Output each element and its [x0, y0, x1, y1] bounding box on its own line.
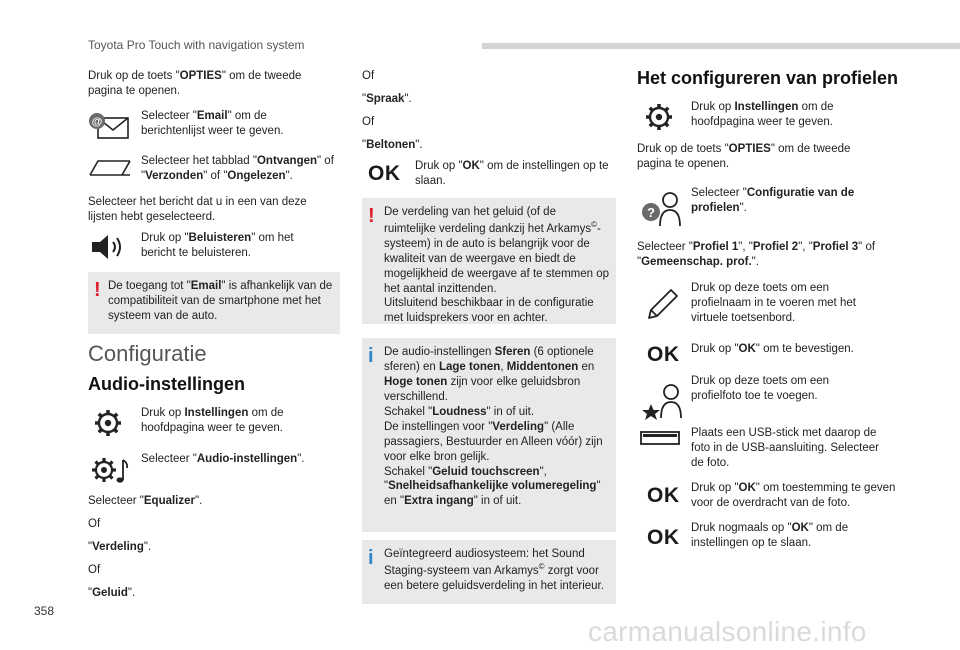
- watermark: carmanualsonline.info: [588, 616, 867, 647]
- profile-config-step: Selecteer "Configuratie van de profielen".: [691, 187, 855, 214]
- email-step: Selecteer "Email" om de berichtenlijst weer te geven.: [141, 110, 284, 137]
- listen-step: Druk op "Beluisteren" om het bericht te beluisteren.: [141, 232, 294, 259]
- or-text-1: Of: [88, 518, 101, 530]
- warning-icon: !: [94, 279, 101, 301]
- info-icon: i: [368, 547, 374, 569]
- tab-step: Selecteer het tabblad "Ontvangen" of "Verzonden" of "Ongelezen".: [141, 155, 334, 182]
- usb-step: Plaats een USB-stick met daarop de foto in de USB-aansluiting. Selecteer de foto.: [691, 427, 879, 469]
- or-text-4: Of: [362, 116, 375, 128]
- equalizer-step: Selecteer "Equalizer".: [88, 495, 203, 507]
- sound-staging-info-note: i Geïntegreerd audiosysteem: het Sound Staging-systeem van Arkamys© zorgt voor een betere geluidsverdeling in het interieur.: [362, 540, 616, 604]
- audio-settings-info-note: i De audio-instellingen Sferen (6 optionele sferen) en Lage tonen, Middentonen en Hoge tonen zijn voor elke geluidsbron verschillend. Schakel "Loudness" in of uit. De instellingen voor "Verdeling" (Alle passagiers, Bestuurder en Alleen vóór) zijn voor elke bron gelijk. Schakel "Geluid touchscreen", "Snelheidsafhankelijke volumeregeling" en "Extra ingang" in of uit.: [362, 338, 616, 532]
- beltonen-option: "Beltonen".: [362, 139, 423, 151]
- or-text-2: Of: [88, 564, 101, 576]
- ok-confirm-step: Druk op "OK" om te bevestigen.: [691, 343, 854, 355]
- section-title-configuratie: Configuratie: [88, 341, 207, 366]
- ok-save-again-step: Druk nogmaals op "OK" om de instellingen op te slaan.: [691, 522, 849, 549]
- settings-step: Druk op Instellingen om de hoofdpagina weer te geven.: [141, 407, 284, 434]
- verdeling-option: "Verdeling".: [88, 541, 152, 553]
- distribution-warning-note: ! De verdeling van het geluid (of de ruimtelijke verdeling dankzij het Arkamys©-systeem) in de auto is belangrijk voor de kwaliteit van de weergave en biedt de mogelijkheid de weergave af te stemmen op het aantal inzittenden. Uitsluitend beschikbaar in de configuratie met luidsprekers voor en achter.: [362, 198, 616, 324]
- page-header-title: Toyota Pro Touch with navigation system: [88, 38, 305, 52]
- page-number: 358: [34, 604, 55, 618]
- ok-icon: OK: [368, 162, 401, 185]
- ok-transfer-step: Druk op "OK" om toestemming te geven voor de overdracht van de foto.: [691, 482, 896, 509]
- ok-icon: OK: [647, 526, 680, 549]
- ok-icon: OK: [647, 343, 680, 366]
- options-instruction: Druk op de toets "OPTIES" om de tweede pagina te openen.: [88, 70, 302, 97]
- tab-icon: [88, 158, 132, 178]
- email-icon: [88, 112, 130, 140]
- profile-config-icon: [640, 190, 686, 228]
- gear-icon: [645, 103, 673, 131]
- email-compat-note: ! De toegang tot "Email" is afhankelijk van de compatibiliteit van de smartphone met het systeem van de auto.: [88, 272, 340, 334]
- profile-photo-icon: [641, 382, 685, 420]
- section-title-profiles: Het configureren van profielen: [637, 68, 899, 88]
- pencil-icon: [645, 288, 679, 322]
- svg-text:@: @: [91, 116, 103, 128]
- gear-icon: [94, 409, 122, 437]
- profile-select-step: Selecteer "Profiel 1", "Profiel 2", "Profiel 3" of "Gemeenschap. prof.".: [637, 241, 876, 268]
- section-title-audio: Audio-instellingen: [88, 374, 245, 394]
- info-icon: i: [368, 345, 374, 367]
- profile-settings-step: Druk op Instellingen om de hoofdpagina weer te geven.: [691, 101, 834, 128]
- profile-name-step: Druk op deze toets om een profielnaam in te voeren met het virtuele toetsenbord.: [691, 282, 856, 324]
- ok-save-step: Druk op "OK" om de instellingen op te slaan.: [415, 160, 609, 187]
- geluid-option: "Geluid".: [88, 587, 136, 599]
- header-bar: [482, 43, 960, 49]
- spraak-option: "Spraak".: [362, 93, 412, 105]
- profile-photo-step: Druk op deze toets om een profielfoto toe te voegen.: [691, 375, 830, 402]
- ok-icon: OK: [647, 484, 680, 507]
- select-message-text: Selecteer het bericht dat u in een van deze lijsten hebt geselecteerd.: [88, 196, 307, 223]
- audio-settings-step: Selecteer "Audio-instellingen".: [141, 453, 305, 465]
- warning-icon: !: [368, 205, 375, 227]
- audio-settings-icon: [90, 454, 130, 486]
- svg-text:?: ?: [647, 205, 655, 220]
- or-text-3: Of: [362, 70, 375, 82]
- profile-options-instruction: Druk op de toets "OPTIES" om de tweede pagina te openen.: [637, 143, 851, 170]
- speaker-icon: [88, 232, 128, 262]
- usb-stick-icon: [640, 431, 680, 445]
